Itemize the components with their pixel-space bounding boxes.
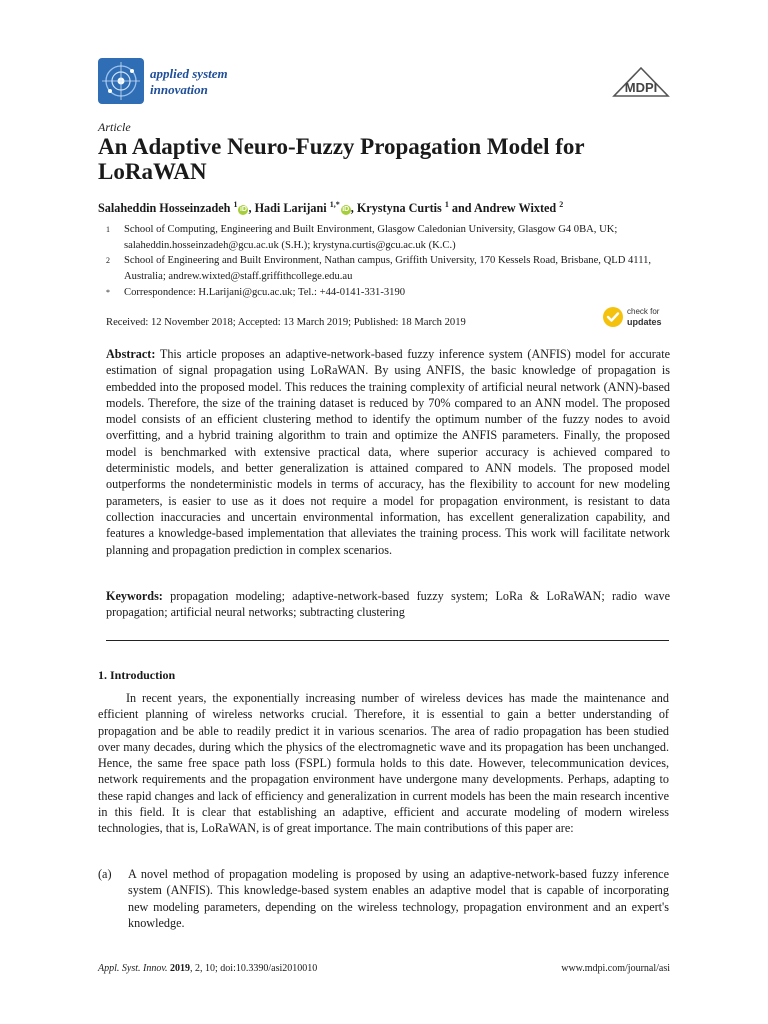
correspondence <box>106 285 676 301</box>
section-heading: 1. Introduction <box>98 668 176 682</box>
journal-abbrev: Appl. Syst. Innov. <box>98 963 168 974</box>
keywords-text: propagation modeling; adaptive-network-based fuzzy system; LoRa & LoRaWAN; radio wave propagation; artificial neural networks; subtracting clustering <box>106 589 671 620</box>
affiliation-1 <box>106 222 676 253</box>
author-affiliation-mark: 2 <box>559 200 564 209</box>
mdpi-logo-text: MDPI <box>624 80 658 95</box>
author-affiliation-mark: 1,* <box>329 200 340 209</box>
citation-rest: , 2, 10; doi:10.3390/asi2010010 <box>190 963 318 974</box>
author-separator: and <box>448 201 474 216</box>
affiliation-number: * <box>106 287 110 297</box>
check-updates-line1: check for <box>627 307 660 316</box>
introduction-paragraph: In recent years, the exponentially increasing number of wireless devices has made the maintenance and efficient planning of wireless networks crucial. Therefore, it is essential to gain a better understanding of propagation and be able to readily predict it in various scenarios. The area of radio propagation has been studied over many decades, during which the physics of the electromagnetic wave and its propagation has been unchanged. Hence, the same free space path loss (FSPL) formula holds to this date. However, telecommunication devices, network requirements and the propagation environment have undergone many developments. Perhaps, adapting to these rapid changes and lack of efficiency and generalization in current models has been the main research incentive in this field. It is clear that establishing an adaptive, efficient and accurate modeling of modern wireless technologies, that is, LoRaWAN, is of great importance. The main contributions of this paper are: <box>98 691 669 836</box>
author-separator: , <box>248 201 255 216</box>
citation-year: 2019 <box>170 963 191 974</box>
affiliations <box>106 222 676 301</box>
keywords-label: Keywords: <box>106 589 163 603</box>
author-affiliation-mark: 1 <box>444 200 449 209</box>
author-name[interactable]: Krystyna Curtis <box>356 201 445 216</box>
author-name[interactable]: Andrew Wixted <box>473 201 560 216</box>
mdpi-logo-icon <box>612 66 670 98</box>
contribution-label: (a) <box>98 867 112 881</box>
author-affiliation-mark: 1 <box>233 200 238 209</box>
journal-url-link[interactable]: www.mdpi.com/journal/asi <box>561 963 670 974</box>
affiliation-text: School of Computing, Engineering and Built Environment, Glasgow Caledonian University, Glasgow G4 0BA, UK; salaheddin.hosseinzadeh@gcu.ac.uk (S.H.); krystyna.curtis@gcu.ac.uk (K.C.) <box>124 224 618 251</box>
contribution-item-a <box>98 866 669 931</box>
check-updates-line2: updates <box>627 317 662 327</box>
keywords <box>106 588 670 621</box>
affiliation-text: School of Engineering and Built Environment, Nathan campus, Griffith University, 170 Kessels Road, Brisbane, QLD 4111, Australia; andrew.wixted@staff.griffithcollege.edu.au <box>124 255 652 283</box>
article-type: Article <box>98 120 131 134</box>
orcid-icon[interactable]: iD <box>342 206 350 214</box>
author-list <box>98 200 678 216</box>
publication-dates: Received: 12 November 2018; Accepted: 13 March 2019; Published: 18 March 2019 <box>106 317 466 328</box>
paper-title: An Adaptive Neuro-Fuzzy Propagation Model for LoRaWAN <box>98 134 585 184</box>
contribution-text: A novel method of propagation modeling is proposed by using an adaptive-network-based fuzzy inference system (ANFIS). This knowledge-based system enables an adaptive model that is capable of incorporating new modeling parameters, depending on the wireless technology, propagation environment and an expert's knowledge. <box>128 867 669 930</box>
abstract <box>106 346 670 558</box>
journal-name <box>150 66 228 98</box>
journal-name-line1: applied system <box>150 66 228 81</box>
check-for-updates-link[interactable] <box>627 307 662 328</box>
affiliation-number: 1 <box>106 225 110 234</box>
section-divider <box>106 640 669 641</box>
check-for-updates-icon[interactable] <box>602 306 624 328</box>
introduction-body <box>98 690 669 837</box>
abstract-label: Abstract: <box>106 347 156 361</box>
orcid-icon[interactable]: iD <box>239 206 247 214</box>
journal-name-line2: innovation <box>150 82 208 97</box>
author-separator: , <box>350 201 357 216</box>
journal-logo-icon <box>98 58 144 104</box>
affiliation-2 <box>106 253 676 284</box>
affiliation-text: Correspondence: H.Larijani@gcu.ac.uk; Tel.: +44-0141-331-3190 <box>124 286 406 298</box>
author-name[interactable]: Hadi Larijani <box>254 201 330 216</box>
affiliation-number: 2 <box>106 256 110 266</box>
abstract-text: This article proposes an adaptive-network-based fuzzy inference system (ANFIS) model for accurate estimation of signal propagation using LoRaWAN. By using ANFIS, the basic knowledge of propagation is embedded into the proposed model. This reduces the training complexity of artificial neural network (ANN)-based models. Therefore, the size of the training dataset is reduced by 70% compared to an ANN model. The proposed model consists of an efficient clustering method to identify the optimum number of the fuzzy nodes to avoid overfitting, and a hybrid training algorithm to train and optimize the ANFIS parameters. Finally, the proposed model is benchmarked with extensive practical data, where superior accuracy is achieved compared to deterministic models, and better generalization is attained compared to ANN models. The proposed model outperforms the nondeterministic models in terms of accuracy, has the flexibility to account for new modeling parameters, is easier to use as it does not require a model for propagation environment, is resistant to data collection inaccuracies and uncertain environmental information, has excellent generalization capability, and features a knowledge-based implementation that alleviates the training process. This work will facilitate network planning and propagation prediction in complex scenarios. <box>106 347 671 557</box>
citation-footer <box>98 963 317 974</box>
author-name[interactable]: Salaheddin Hosseinzadeh <box>98 201 234 216</box>
